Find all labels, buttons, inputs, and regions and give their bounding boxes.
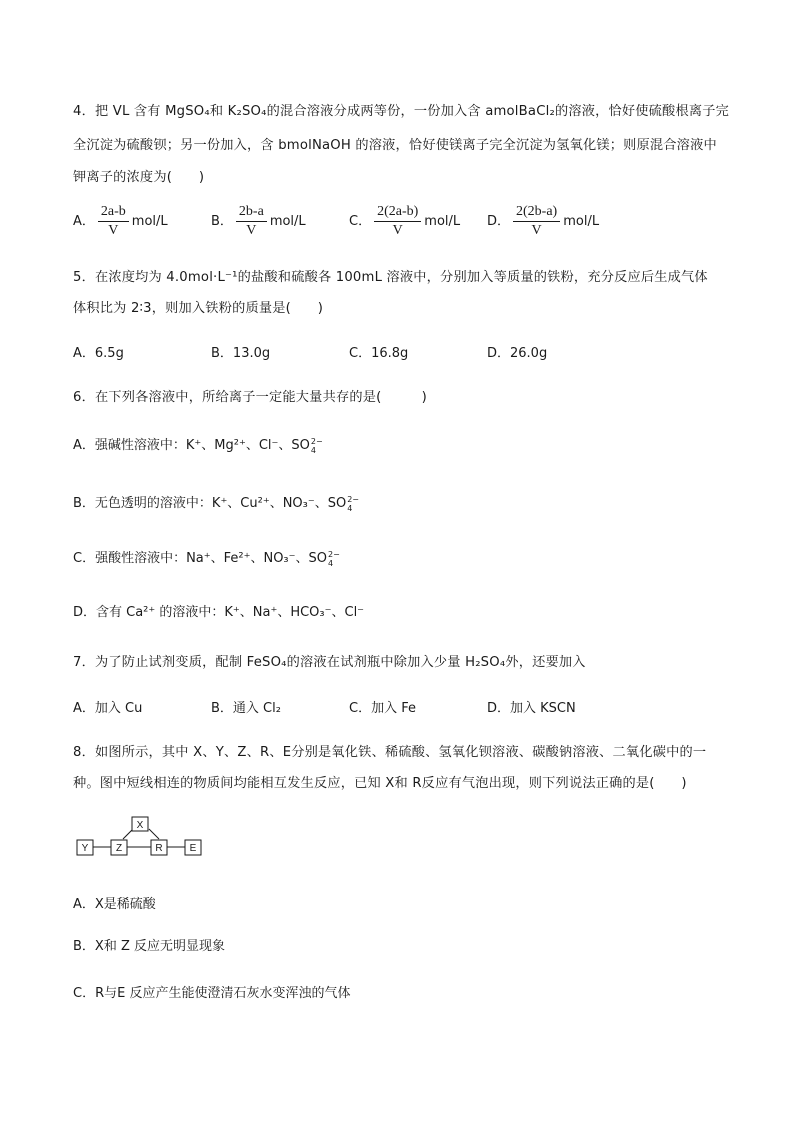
q7-option-b[interactable]: B．通入 Cl₂ — [211, 701, 281, 716]
q8-line-1: 8．如图所示，其中 X、Y、Z、R、E分别是氧化铁、稀硫酸、氢氧化钡溶液、碳酸钠溶液、二氧化碳中的一 — [73, 745, 707, 760]
fraction: $\frac{2(2a-b)}{V}$ — [374, 204, 421, 239]
q4-option-b[interactable]: B． $\frac{2b-a}{V}$ mol/L — [211, 204, 306, 238]
q4-line-3: 钾离子的浓度为( ) — [73, 170, 205, 185]
q7-option-a[interactable]: A．加入 Cu — [73, 701, 143, 716]
q8-option-c[interactable]: C．R与E 反应产生能使澄清石灰水变浑浊的气体 — [73, 986, 351, 1001]
q5-option-a[interactable]: A．6.5g — [73, 346, 124, 361]
so4-charge: 2− 4 — [310, 436, 323, 455]
q7-stem: 7．为了防止试剂变质，配制 FeSO₄的溶液在试剂瓶中除加入少量 H₂SO₄外，还要加入 — [73, 655, 586, 670]
q6-option-b[interactable]: B．无色透明的溶液中：K⁺、Cu²⁺、NO₃⁻、SO 2− 4 — [73, 494, 360, 513]
q4-option-c[interactable]: C． $\frac{2(2a-b)}{V}$ mol/L — [349, 204, 461, 238]
node-y-label: Y — [81, 843, 89, 854]
q5-option-c[interactable]: C．16.8g — [349, 346, 409, 361]
reaction-diagram — [73, 815, 213, 861]
fraction: $\frac{2b-a}{V}$ — [236, 204, 267, 239]
node-e-label: E — [189, 843, 197, 854]
q4-line-1: 4．把 VL 含有 MgSO₄和 K₂SO₄的混合溶液分成两等份，一份加入含 amolBaCl₂的溶液，恰好使硫酸根离子完 — [73, 104, 729, 119]
so4-charge: 2− 4 — [327, 549, 340, 568]
q6-option-d[interactable]: D．含有 Ca²⁺ 的溶液中：K⁺、Na⁺、HCO₃⁻、Cl⁻ — [73, 605, 365, 620]
q6-option-a[interactable]: A．强碱性溶液中：K⁺、Mg²⁺、Cl⁻、SO 2− 4 — [73, 436, 323, 455]
q4-option-d[interactable]: D． $\frac{2(2b-a)}{V}$ mol/L — [487, 204, 600, 238]
node-r-label: R — [155, 843, 163, 854]
fraction: $\frac{2(2b-a)}{V}$ — [513, 204, 560, 239]
node-z-label: Z — [115, 843, 123, 854]
q8-option-b[interactable]: B．X和 Z 反应无明显现象 — [73, 939, 225, 954]
q5-line-2: 体积比为 2∶3，则加入铁粉的质量是( ) — [73, 301, 324, 316]
q5-line-1: 5．在浓度均为 4.0mol·L⁻¹的盐酸和硫酸各 100mL 溶液中，分别加入等质量的铁粉，充分反应后生成气体 — [73, 270, 708, 285]
q6-option-c[interactable]: C．强酸性溶液中：Na⁺、Fe²⁺、NO₃⁻、SO 2− 4 — [73, 549, 340, 568]
q5-option-d[interactable]: D．26.0g — [487, 346, 548, 361]
q4-option-a[interactable]: A． $\frac{2a-b}{V}$ mol/L — [73, 204, 168, 238]
q8-line-2: 种。图中短线相连的物质间均能相互发生反应，已知 X和 R反应有气泡出现，则下列说法正确的是( ) — [73, 776, 687, 791]
q8-option-a[interactable]: A．X是稀硫酸 — [73, 897, 156, 912]
q7-option-d[interactable]: D．加入 KSCN — [487, 701, 576, 716]
node-x-label: X — [136, 820, 144, 831]
q5-option-b[interactable]: B．13.0g — [211, 346, 271, 361]
q4-line-2: 全沉淀为硫酸钡；另一份加入，含 bmolNaOH 的溶液，恰好使镁离子完全沉淀为氢氧化镁；则原混合溶液中 — [73, 138, 717, 153]
so4-charge: 2− 4 — [347, 494, 360, 513]
q6-stem: 6．在下列各溶液中，所给离子一定能大量共存的是( ) — [73, 390, 427, 405]
q7-option-c[interactable]: C．加入 Fe — [349, 701, 416, 716]
fraction: $\frac{2a-b}{V}$ — [98, 204, 129, 239]
